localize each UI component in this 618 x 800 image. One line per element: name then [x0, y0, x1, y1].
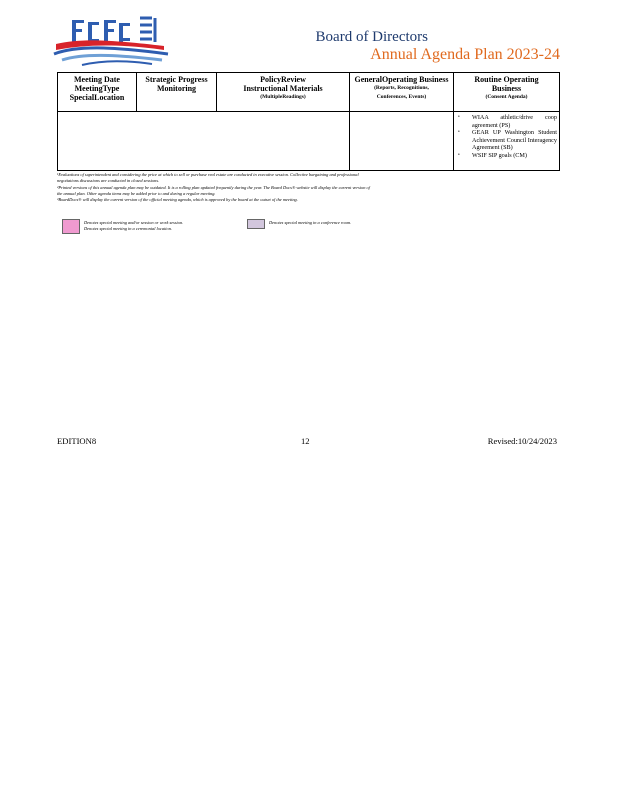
district-logo: [52, 14, 170, 66]
footnote-2-cont: the annual plan. Other agenda items may be added prior to and during a regular meeting.: [57, 190, 216, 196]
header-business-label: Business: [491, 84, 522, 93]
legend-lavender-swatch: [247, 219, 265, 229]
header-strategic-progress: [137, 73, 217, 112]
footnote-1-cont: negotiations discussions are conducted in closed sessions.: [57, 178, 160, 184]
header-policy-review-label: PolicyReview: [260, 75, 306, 84]
table-cell-consent: [454, 112, 560, 171]
list-item: • WIAA athletic/drive coop agreement (PS): [456, 114, 557, 129]
header-general-operating: [350, 73, 454, 112]
legend-item-1-line-2: Denotes special meeting in a ceremonial location.: [84, 226, 172, 231]
footnote-3: ³BoardDocs® will display the current version of the official meeting agenda, which is approved by the board at the outset of the meeting.: [57, 197, 298, 203]
board-title: Board of Directors: [315, 29, 428, 45]
footnote-2: ²Printed versions of this annual agenda plan may be outdated. It is a rolling plan updated frequently during the year. The Board Docs® website will display the current version of: [57, 184, 370, 190]
header-special-location-label: SpecialLocation: [69, 93, 125, 102]
header-multiple-readings-label: (MultipleReadings): [260, 94, 306, 100]
header-monitoring-label: Monitoring: [156, 84, 197, 93]
table-header-row: [58, 73, 560, 112]
header-policy-review: [217, 73, 350, 112]
table-cell-empty: [58, 112, 350, 171]
consent-items-list: [456, 114, 557, 160]
header-meeting-date: [58, 73, 137, 112]
footer-revised-date: Revised:10/24/2023: [487, 436, 557, 446]
header-instructional-materials-label: Instructional Materials: [243, 84, 323, 93]
header-meeting-type-label: MeetingType: [74, 84, 120, 93]
table-row: [58, 112, 560, 171]
header-conferences-label: Conferences, Events): [376, 94, 427, 100]
header-strategic-progress-label: Strategic Progress: [145, 75, 208, 84]
header-meeting-date-label: Meeting Date: [74, 75, 120, 84]
footnotes: [57, 172, 557, 203]
header-consent-agenda-label: (Consent Agenda): [485, 94, 528, 100]
legend-item-2: Denotes special meeting in a conference room.: [269, 220, 352, 225]
list-item: • WSIF SIP goals (CM): [456, 152, 557, 160]
legend-pink-swatch: [62, 219, 80, 234]
legend-item-1-line-1: Denotes special meeting and/or session or work session.: [84, 220, 184, 225]
footer-page-number: 12: [301, 436, 310, 446]
agenda-plan-title: Annual Agenda Plan 2023-24: [370, 46, 560, 63]
agenda-table: [57, 72, 560, 171]
header-routine-operating-label: Routine Operating: [474, 75, 539, 84]
header-general-operating-label: GeneralOperating Business: [354, 75, 449, 84]
list-item: • GEAR UP Washington Student Achievement Council Interagency Agreement (SB): [456, 129, 557, 152]
header-reports-label: (Reports, Recognitions,: [374, 85, 429, 91]
footnote-1: ¹Evaluations of superintendent and considering the price at which to sell or purchase real estate are conducted in executive session. Collective bargaining and professional: [57, 172, 359, 177]
footer-edition: EDITION8: [57, 436, 97, 446]
header-routine-operating: [454, 73, 560, 112]
table-cell-general: [350, 112, 454, 171]
